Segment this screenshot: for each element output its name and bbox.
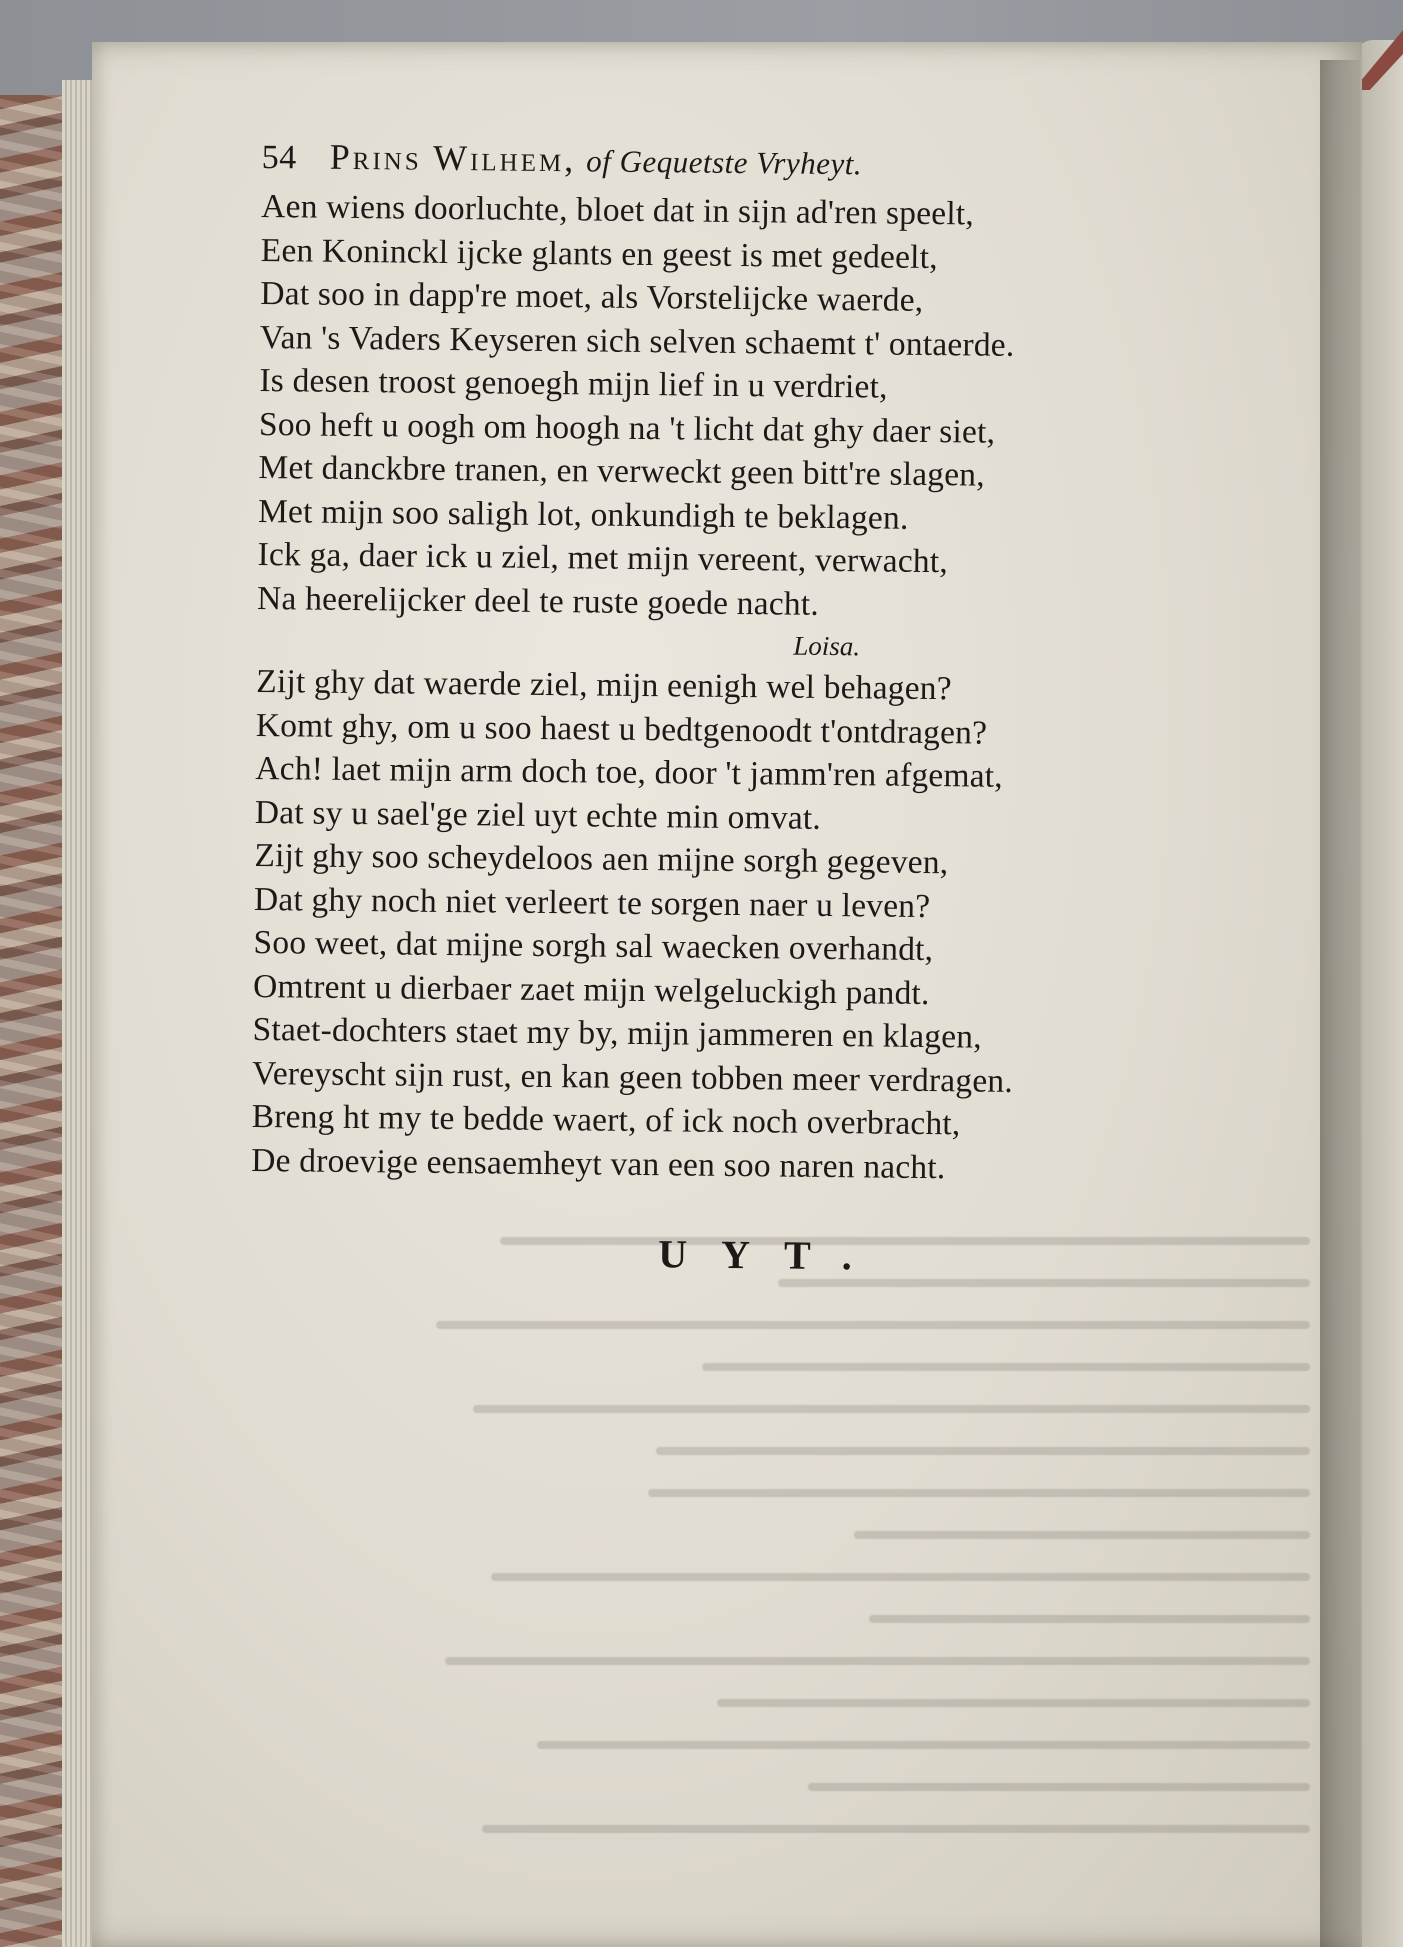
verse-line: Dat sy u sael'ge ziel uyt echte min omvat. [254, 793, 822, 837]
verse-stanza-1 [257, 185, 1311, 631]
verse-line: De droevige eensaemheyt van een soo naren nacht. [251, 1141, 946, 1186]
verse-line: Dat soo in dapp're moet, als Vorstelijcke waerde, [260, 274, 924, 319]
finis-mark: UYT. [658, 1231, 887, 1279]
verse-line: Breng ht my te bedde waert, of ick noch overbracht, [251, 1097, 961, 1143]
verse-line: Na heerelijcker deel te ruste goede nacht. [256, 579, 820, 623]
book-gutter [1320, 60, 1360, 1947]
speaker-name: Loisa. [793, 630, 861, 662]
verse-line: Zijt ghy dat waerde ziel, mijn eenigh wel behagen? [256, 662, 952, 708]
verse-line: Is desen troost genoegh mijn lief in u verdriet, [259, 361, 888, 406]
verse-line: Vereyscht sijn rust, en kan geen tobben meer verdragen. [251, 1054, 1014, 1100]
verse-line: Van 's Vaders Keyseren sich selven schaemt t' ontaerde. [259, 318, 1015, 364]
verse-line: Komt ghy, om u soo haest u bedtgenoodt t'ontdragen? [255, 706, 988, 752]
verse-line: Met mijn soo saligh lot, onkundigh te beklagen. [257, 492, 909, 537]
verse-line: Staet-dochters staet my by, mijn jammeren en klagen, [252, 1010, 982, 1056]
verse-line: Ick ga, daer ick u ziel, met mijn vereent, verwacht, [257, 535, 949, 581]
verse-line: Soo heft u oogh om hoogh na 't licht dat ghy daer siet, [258, 405, 996, 451]
bleed-through-text [310, 1215, 1310, 1845]
facing-page [1355, 40, 1403, 1947]
verse-line: Zijt ghy soo scheydeloos aen mijne sorgh gegeven, [254, 836, 949, 882]
verse-line: Een Koninckl ijcke glants en geest is met gedeelt, [260, 231, 938, 276]
verse-stanza-2 [251, 660, 1306, 1193]
verse-line: Ach! laet mijn arm doch toe, door 't jamm'ren afgemat, [255, 749, 1004, 795]
running-head-title: Prins Wilhem, [329, 136, 577, 180]
running-head-subtitle: of Gequetste Vryheyt. [586, 143, 863, 182]
verse-line: Soo weet, dat mijne sorgh sal waecken overhandt, [253, 923, 934, 969]
page-text [250, 135, 1312, 1284]
verse-line: Met danckbre tranen, en verweckt geen bitt're slagen, [258, 448, 986, 494]
verse-line: Aen wiens doorluchte, bloet dat in sijn ad'ren speelt, [261, 187, 975, 233]
verse-line: Omtrent u dierbaer zaet mijn welgeluckigh pandt. [252, 967, 930, 1012]
verse-line: Dat ghy noch niet verleert te sorgen naer u leven? [253, 880, 931, 925]
page-number: 54 [261, 138, 297, 177]
